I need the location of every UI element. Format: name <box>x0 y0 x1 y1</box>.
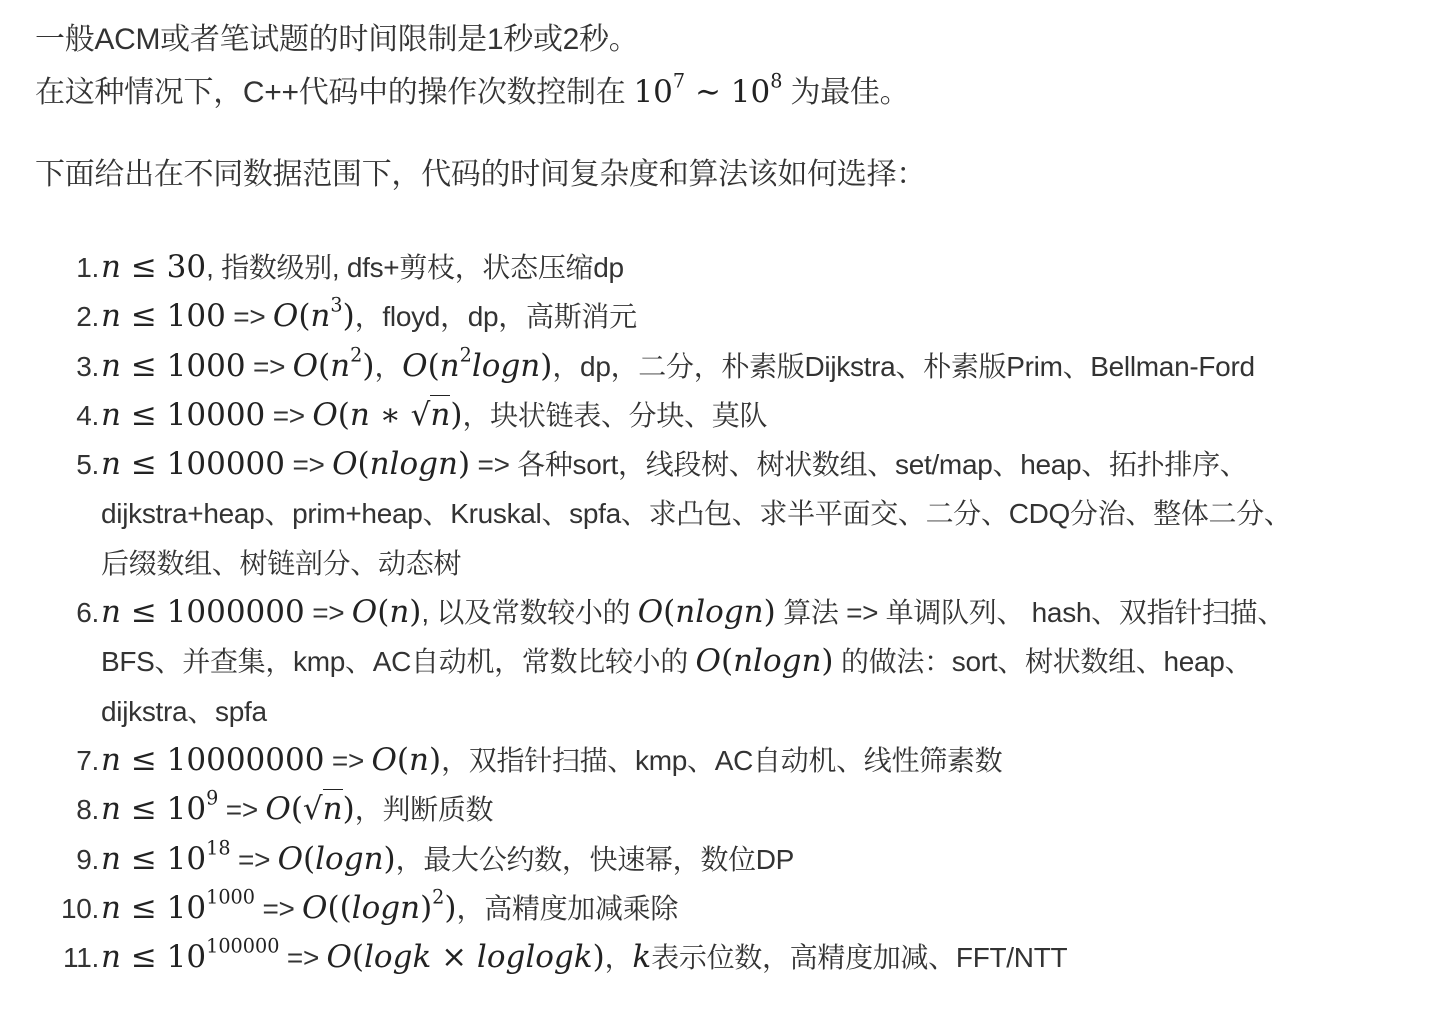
bound-math: $n \le 10^{18}$ <box>101 836 231 877</box>
list-item <box>35 785 1435 834</box>
item-text: ， <box>604 942 633 974</box>
list-item <box>35 933 1435 982</box>
item-text: ，最大公约数，快速幂，数位DP <box>395 843 795 875</box>
list-item <box>35 736 1435 785</box>
complexity-math: O(nlogn) <box>637 594 776 631</box>
bound-math: $n \le 10^9$ <box>101 786 219 828</box>
arrow: => <box>230 843 278 875</box>
complexity-math: $O(n^2\log n)$ <box>402 343 553 384</box>
complexity-math: O(nlogn) <box>695 643 834 680</box>
item-text: dijkstra+heap、prim+heap、Kruskal、spfa、求凸包、求半平面交、二分、CDQ分治、整体二分、 <box>101 498 1292 530</box>
list-item <box>35 884 1435 933</box>
bound-math: n ≤ 100 <box>101 298 226 335</box>
intro-line-1: 一般ACM或者笔试题的时间限制是1秒或2秒。 <box>35 23 639 56</box>
arrow: => <box>254 892 303 924</box>
item-text: => 各种sort，线段树、树状数组、set/map、heap、拓扑排序、 <box>470 449 1248 481</box>
item-number: 11. <box>63 942 99 974</box>
complexity-list <box>35 243 1435 982</box>
intro-line-2 <box>35 66 1435 119</box>
item-text: ，高精度加减乘除 <box>456 892 679 924</box>
item-text: ，双指针扫描、kmp、AC自动机、线性筛素数 <box>441 744 1003 776</box>
item-number: 7. <box>76 744 99 776</box>
ops-range-math: $10^7$ ∼ $10^8$ <box>633 69 783 110</box>
arrow: => <box>279 942 327 974</box>
item-text: ，dp，二分，朴素版Dijkstra、朴素版Prim、Bellman-Ford <box>552 350 1255 382</box>
item-number: 10. <box>60 892 99 924</box>
item-number: 5. <box>76 449 99 481</box>
complexity-math: O(logk × loglogk) <box>326 939 605 976</box>
list-item <box>35 342 1435 391</box>
item-text: 的做法：sort、树状数组、heap、 <box>833 646 1253 678</box>
item-text: dijkstra、spfa <box>101 695 267 727</box>
bound-math: $n \le 10^{1000}$ <box>101 885 255 926</box>
bound-math: $n \le 10^{100000}$ <box>101 934 280 976</box>
arrow: => <box>285 449 333 481</box>
arrow: => <box>218 794 266 826</box>
bound-math: n ≤ 10000000 <box>101 741 325 778</box>
intro-line-2-suffix: 为最佳。 <box>782 76 910 109</box>
variable-k: k <box>632 939 652 976</box>
intro-line-2-text: 在这种情况下，C++代码中的操作次数控制在 <box>35 76 634 109</box>
complexity-math: O(nlogn) <box>332 446 471 483</box>
complexity-math: O(n) <box>371 741 442 778</box>
section-heading: 下面给出在不同数据范围下，代码的时间复杂度和算法该如何选择： <box>35 158 926 191</box>
complexity-math: O(√n) <box>265 791 355 828</box>
arrow: => <box>245 350 293 382</box>
item-text: BFS、并查集，kmp、AC自动机，常数比较小的 <box>101 646 696 678</box>
item-text: 算法 => 单调队列、 hash、双指针扫描、 <box>775 597 1286 629</box>
arrow: => <box>324 744 372 776</box>
item-text: ，floyd，dp，高斯消元 <box>354 301 637 333</box>
item-number: 4. <box>76 399 99 431</box>
item-number: 8. <box>76 794 99 826</box>
item-text: 表示位数 <box>651 942 762 974</box>
item-number: 2. <box>76 301 99 333</box>
complexity-math: $O(n^2)$ <box>292 343 375 384</box>
bound-math: n ≤ 30 <box>101 249 207 285</box>
item-text: , 指数级别, dfs+剪枝，状态压缩dp <box>206 252 624 283</box>
complexity-math: $O((\log n)^2)$ <box>302 885 457 926</box>
arrow: => <box>225 301 273 333</box>
bound-math: n ≤ 1000 <box>101 347 246 384</box>
list-item <box>35 243 1435 292</box>
item-text: ，块状链表、分块、莫队 <box>462 399 768 431</box>
item-text: ，高精度加减、FFT/NTT <box>761 942 1068 974</box>
arrow: => <box>265 399 313 431</box>
list-item <box>35 588 1435 736</box>
item-number: 3. <box>76 350 99 382</box>
bound-math: n ≤ 1000000 <box>101 594 305 631</box>
item-number: 9. <box>76 843 99 875</box>
item-number: 1. <box>76 252 99 283</box>
list-item <box>35 440 1435 588</box>
complexity-math: O(n) <box>351 594 422 631</box>
complexity-math: $O(n^3)$ <box>272 293 355 335</box>
list-item <box>35 835 1435 884</box>
bound-math: n ≤ 10000 <box>101 396 266 433</box>
complexity-math: O(n ∗ √n) <box>312 396 463 433</box>
item-text: , 以及常数较小的 <box>421 597 638 629</box>
item-text: 后缀数组、树链剖分、动态树 <box>101 547 462 579</box>
complexity-math: O(logn) <box>277 840 396 877</box>
list-item <box>35 391 1435 440</box>
list-item <box>35 292 1435 341</box>
bound-math: n ≤ 100000 <box>101 446 285 483</box>
item-number: 6. <box>76 597 99 629</box>
item-text: ，判断质数 <box>354 794 494 826</box>
separator: ， <box>374 350 403 382</box>
arrow: => <box>304 597 352 629</box>
